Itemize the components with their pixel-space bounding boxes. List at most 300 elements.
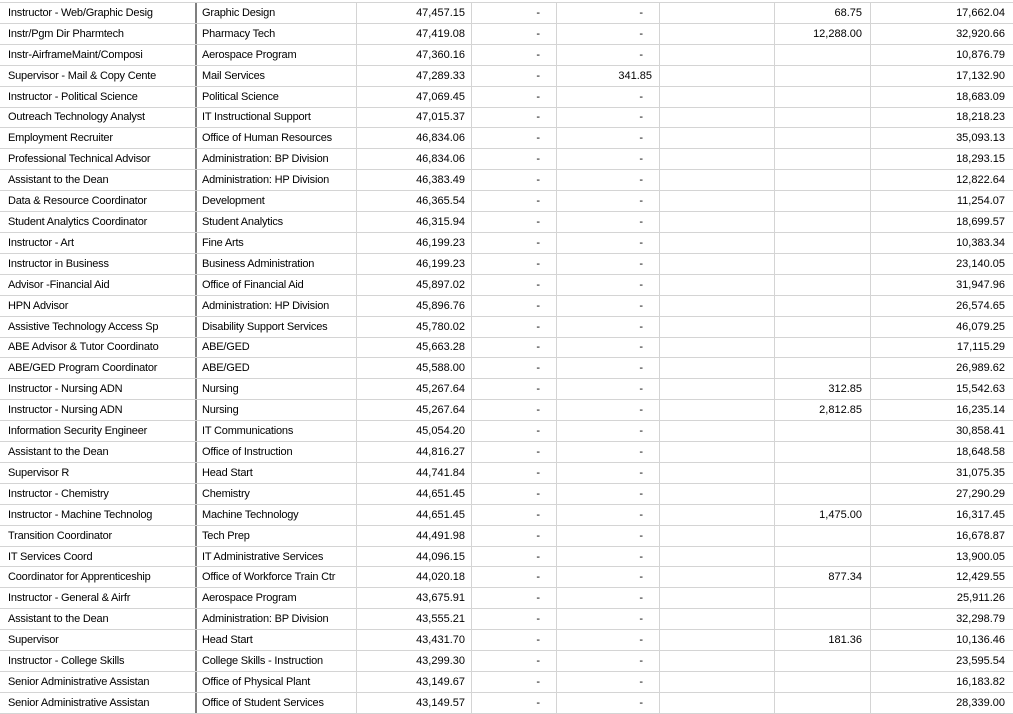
cell-department[interactable]: Student Analytics bbox=[197, 212, 357, 232]
table-row bbox=[0, 254, 1013, 275]
cell-department[interactable]: Tech Prep bbox=[197, 526, 357, 546]
cell-amount-5[interactable]: 35,093.13 bbox=[956, 132, 1005, 145]
cell-amount-1[interactable]: 44,741.84 bbox=[357, 463, 472, 483]
table-row bbox=[0, 275, 1013, 296]
table-row bbox=[0, 651, 1013, 672]
cell-amount-1[interactable]: 44,096.15 bbox=[357, 547, 472, 567]
cell-job-title[interactable]: Instructor - Chemistry bbox=[0, 484, 197, 504]
table-row bbox=[0, 108, 1013, 129]
table-row bbox=[0, 421, 1013, 442]
cell-blank[interactable] bbox=[660, 567, 775, 587]
cell-amount-2[interactable]: - bbox=[472, 24, 557, 44]
cell-amount-5[interactable]: 23,140.05 bbox=[956, 257, 1005, 270]
cell-amount-4[interactable]: 68.75 bbox=[775, 3, 871, 23]
cell-blank[interactable] bbox=[660, 463, 775, 483]
cell-amount-3[interactable]: - bbox=[557, 358, 660, 378]
cell-blank[interactable] bbox=[660, 317, 775, 337]
cell-amount-3[interactable]: - bbox=[557, 87, 660, 107]
cell-department[interactable]: IT Communications bbox=[197, 421, 357, 441]
cell-amount-2[interactable]: - bbox=[472, 108, 557, 128]
cell-amount-3[interactable]: - bbox=[557, 567, 660, 587]
cell-amount-4[interactable]: 1,475.00 bbox=[775, 505, 871, 525]
cell-amount-3[interactable]: - bbox=[557, 254, 660, 274]
cell-amount-1[interactable]: 44,020.18 bbox=[357, 567, 472, 587]
cell-amount-1[interactable]: 45,054.20 bbox=[357, 421, 472, 441]
cell-department[interactable]: ABE/GED bbox=[197, 358, 357, 378]
cell-amount-2[interactable]: - bbox=[472, 338, 557, 358]
cell-amount-5[interactable]: 32,920.66 bbox=[956, 27, 1005, 40]
cell-amount-5[interactable]: 18,683.09 bbox=[956, 90, 1005, 103]
table-row bbox=[0, 442, 1013, 463]
cell-amount-3[interactable]: - bbox=[557, 547, 660, 567]
cell-blank[interactable] bbox=[660, 66, 775, 86]
cell-blank[interactable] bbox=[660, 630, 775, 650]
cell-job-title[interactable]: IT Services Coord bbox=[0, 547, 197, 567]
cell-amount-5[interactable]: 27,290.29 bbox=[956, 487, 1005, 500]
cell-amount-2[interactable]: - bbox=[472, 484, 557, 504]
cell-amount-5[interactable]: 12,429.55 bbox=[956, 571, 1005, 584]
cell-department[interactable]: Administration: HP Division bbox=[197, 170, 357, 190]
cell-amount-5[interactable]: 13,900.05 bbox=[956, 550, 1005, 563]
cell-amount-4[interactable] bbox=[775, 212, 871, 232]
cell-job-title[interactable]: Assistant to the Dean bbox=[0, 442, 197, 462]
cell-department[interactable]: Office of Instruction bbox=[197, 442, 357, 462]
cell-department[interactable]: Chemistry bbox=[197, 484, 357, 504]
cell-amount-5[interactable]: 10,383.34 bbox=[956, 236, 1005, 249]
cell-blank[interactable] bbox=[660, 400, 775, 420]
cell-amount-5[interactable]: 23,595.54 bbox=[956, 655, 1005, 668]
cell-amount-1[interactable]: 45,897.02 bbox=[357, 275, 472, 295]
cell-department[interactable]: Office of Student Services bbox=[197, 693, 357, 713]
cell-amount-3[interactable]: - bbox=[557, 672, 660, 692]
cell-amount-2[interactable]: - bbox=[472, 87, 557, 107]
cell-amount-3[interactable]: - bbox=[557, 233, 660, 253]
cell-job-title[interactable]: Assistant to the Dean bbox=[0, 609, 197, 629]
cell-department[interactable]: Head Start bbox=[197, 630, 357, 650]
cell-amount-5[interactable]: 18,699.57 bbox=[956, 216, 1005, 229]
cell-amount-2[interactable]: - bbox=[472, 567, 557, 587]
cell-amount-4[interactable] bbox=[775, 191, 871, 211]
cell-blank[interactable] bbox=[660, 24, 775, 44]
table-row bbox=[0, 45, 1013, 66]
cell-job-title[interactable]: Senior Administrative Assistan bbox=[0, 672, 197, 692]
cell-department[interactable]: ABE/GED bbox=[197, 338, 357, 358]
cell-blank[interactable] bbox=[660, 358, 775, 378]
cell-amount-1[interactable]: 46,199.23 bbox=[357, 254, 472, 274]
cell-job-title[interactable]: Professional Technical Advisor bbox=[0, 149, 197, 169]
cell-amount-5[interactable]: 16,235.14 bbox=[956, 404, 1005, 417]
cell-amount-2[interactable]: - bbox=[472, 296, 557, 316]
cell-amount-1[interactable]: 47,015.37 bbox=[357, 108, 472, 128]
cell-amount-5[interactable]: 16,317.45 bbox=[956, 508, 1005, 521]
cell-blank[interactable] bbox=[660, 275, 775, 295]
cell-amount-1[interactable]: 43,431.70 bbox=[357, 630, 472, 650]
cell-amount-3[interactable]: - bbox=[557, 442, 660, 462]
cell-amount-3[interactable]: - bbox=[557, 421, 660, 441]
cell-department[interactable]: Administration: BP Division bbox=[197, 609, 357, 629]
cell-amount-2[interactable]: - bbox=[472, 526, 557, 546]
cell-blank[interactable] bbox=[660, 672, 775, 692]
cell-department[interactable]: Development bbox=[197, 191, 357, 211]
cell-department[interactable]: Aerospace Program bbox=[197, 45, 357, 65]
cell-department[interactable]: IT Administrative Services bbox=[197, 547, 357, 567]
cell-job-title[interactable]: ABE/GED Program Coordinator bbox=[0, 358, 197, 378]
cell-amount-3[interactable]: - bbox=[557, 379, 660, 399]
cell-amount-3[interactable]: - bbox=[557, 338, 660, 358]
cell-amount-2[interactable]: - bbox=[472, 672, 557, 692]
cell-amount-4[interactable]: 181.36 bbox=[775, 630, 871, 650]
cell-blank[interactable] bbox=[660, 233, 775, 253]
cell-amount-2[interactable]: - bbox=[472, 3, 557, 23]
cell-amount-1[interactable]: 43,149.57 bbox=[357, 693, 472, 713]
cell-amount-4[interactable] bbox=[775, 87, 871, 107]
cell-job-title[interactable]: ABE Advisor & Tutor Coordinato bbox=[0, 338, 197, 358]
cell-amount-5[interactable]: 16,678.87 bbox=[956, 529, 1005, 542]
cell-amount-2[interactable]: - bbox=[472, 233, 557, 253]
cell-amount-3[interactable]: - bbox=[557, 212, 660, 232]
cell-amount-5[interactable]: 31,075.35 bbox=[956, 466, 1005, 479]
cell-job-title[interactable]: Instructor - Nursing ADN bbox=[0, 379, 197, 399]
cell-department[interactable]: Fine Arts bbox=[197, 233, 357, 253]
cell-amount-5[interactable]: 28,339.00 bbox=[956, 696, 1005, 709]
table-row bbox=[0, 66, 1013, 87]
cell-blank[interactable] bbox=[660, 212, 775, 232]
cell-job-title[interactable]: Instructor - General & Airfr bbox=[0, 588, 197, 608]
cell-department[interactable]: IT Instructional Support bbox=[197, 108, 357, 128]
table-row bbox=[0, 338, 1013, 359]
cell-job-title[interactable]: Transition Coordinator bbox=[0, 526, 197, 546]
cell-amount-4[interactable] bbox=[775, 66, 871, 86]
table-row bbox=[0, 526, 1013, 547]
cell-department[interactable]: Business Administration bbox=[197, 254, 357, 274]
cell-amount-3[interactable]: - bbox=[557, 296, 660, 316]
cell-job-title[interactable]: Assistive Technology Access Sp bbox=[0, 317, 197, 337]
cell-job-title[interactable]: HPN Advisor bbox=[0, 296, 197, 316]
cell-department[interactable]: Administration: HP Division bbox=[197, 296, 357, 316]
cell-department[interactable]: Political Science bbox=[197, 87, 357, 107]
cell-amount-4[interactable] bbox=[775, 296, 871, 316]
cell-amount-4[interactable] bbox=[775, 149, 871, 169]
cell-amount-4[interactable] bbox=[775, 254, 871, 274]
table-row bbox=[0, 3, 1013, 24]
cell-amount-2[interactable]: - bbox=[472, 547, 557, 567]
cell-blank[interactable] bbox=[660, 588, 775, 608]
cell-amount-1[interactable]: 46,365.54 bbox=[357, 191, 472, 211]
cell-blank[interactable] bbox=[660, 526, 775, 546]
cell-amount-1[interactable]: 44,816.27 bbox=[357, 442, 472, 462]
cell-amount-4[interactable] bbox=[775, 526, 871, 546]
cell-amount-3[interactable]: - bbox=[557, 3, 660, 23]
table-row bbox=[0, 24, 1013, 45]
cell-amount-1[interactable]: 44,651.45 bbox=[357, 505, 472, 525]
cell-department[interactable]: Nursing bbox=[197, 379, 357, 399]
cell-amount-2[interactable]: - bbox=[472, 149, 557, 169]
cell-amount-1[interactable]: 45,896.76 bbox=[357, 296, 472, 316]
cell-job-title[interactable]: Instructor in Business bbox=[0, 254, 197, 274]
cell-amount-1[interactable]: 46,834.06 bbox=[357, 149, 472, 169]
cell-amount-4[interactable] bbox=[775, 317, 871, 337]
cell-job-title[interactable]: Senior Administrative Assistan bbox=[0, 693, 197, 713]
cell-amount-4[interactable] bbox=[775, 484, 871, 504]
cell-amount-1[interactable]: 47,289.33 bbox=[357, 66, 472, 86]
cell-job-title[interactable]: Coordinator for Apprenticeship bbox=[0, 567, 197, 587]
cell-amount-1[interactable]: 45,663.28 bbox=[357, 338, 472, 358]
cell-blank[interactable] bbox=[660, 191, 775, 211]
cell-blank[interactable] bbox=[660, 547, 775, 567]
cell-blank[interactable] bbox=[660, 296, 775, 316]
cell-blank[interactable] bbox=[660, 254, 775, 274]
cell-department[interactable]: Office of Workforce Train Ctr bbox=[197, 567, 357, 587]
cell-amount-2[interactable]: - bbox=[472, 66, 557, 86]
cell-amount-1[interactable]: 45,780.02 bbox=[357, 317, 472, 337]
cell-amount-1[interactable]: 43,555.21 bbox=[357, 609, 472, 629]
table-row bbox=[0, 128, 1013, 149]
cell-amount-2[interactable]: - bbox=[472, 128, 557, 148]
cell-amount-4[interactable] bbox=[775, 128, 871, 148]
cell-amount-3[interactable]: - bbox=[557, 630, 660, 650]
cell-amount-3[interactable]: - bbox=[557, 275, 660, 295]
cell-amount-4[interactable] bbox=[775, 338, 871, 358]
cell-amount-3[interactable]: - bbox=[557, 149, 660, 169]
cell-amount-5[interactable]: 11,254.07 bbox=[956, 195, 1005, 208]
table-row bbox=[0, 379, 1013, 400]
cell-amount-1[interactable]: 45,267.64 bbox=[357, 400, 472, 420]
cell-amount-1[interactable]: 47,457.15 bbox=[357, 3, 472, 23]
cell-department[interactable]: Head Start bbox=[197, 463, 357, 483]
cell-blank[interactable] bbox=[660, 170, 775, 190]
cell-amount-1[interactable]: 46,199.23 bbox=[357, 233, 472, 253]
cell-amount-2[interactable]: - bbox=[472, 45, 557, 65]
cell-amount-3[interactable]: - bbox=[557, 191, 660, 211]
cell-amount-2[interactable]: - bbox=[472, 609, 557, 629]
cell-blank[interactable] bbox=[660, 45, 775, 65]
cell-amount-2[interactable]: - bbox=[472, 254, 557, 274]
table-row bbox=[0, 630, 1013, 651]
cell-amount-2[interactable]: - bbox=[472, 421, 557, 441]
cell-job-title[interactable]: Instructor - College Skills bbox=[0, 651, 197, 671]
cell-amount-3[interactable]: - bbox=[557, 505, 660, 525]
cell-amount-1[interactable]: 43,299.30 bbox=[357, 651, 472, 671]
cell-amount-4[interactable] bbox=[775, 442, 871, 462]
cell-blank[interactable] bbox=[660, 379, 775, 399]
table-row bbox=[0, 567, 1013, 588]
cell-amount-3[interactable]: - bbox=[557, 128, 660, 148]
cell-amount-5[interactable]: 26,574.65 bbox=[956, 299, 1005, 312]
cell-department[interactable]: Graphic Design bbox=[197, 3, 357, 23]
cell-department[interactable]: Office of Financial Aid bbox=[197, 275, 357, 295]
cell-amount-3[interactable]: - bbox=[557, 24, 660, 44]
cell-amount-4[interactable] bbox=[775, 588, 871, 608]
cell-job-title[interactable]: Supervisor R bbox=[0, 463, 197, 483]
cell-job-title[interactable]: Instructor - Nursing ADN bbox=[0, 400, 197, 420]
cell-blank[interactable] bbox=[660, 505, 775, 525]
cell-job-title[interactable]: Supervisor bbox=[0, 630, 197, 650]
cell-amount-4[interactable]: 877.34 bbox=[775, 567, 871, 587]
cell-amount-2[interactable]: - bbox=[472, 651, 557, 671]
cell-blank[interactable] bbox=[660, 609, 775, 629]
cell-amount-1[interactable]: 46,834.06 bbox=[357, 128, 472, 148]
cell-job-title[interactable]: Supervisor - Mail & Copy Cente bbox=[0, 66, 197, 86]
cell-amount-2[interactable]: - bbox=[472, 400, 557, 420]
cell-job-title[interactable]: Instr/Pgm Dir Pharmtech bbox=[0, 24, 197, 44]
cell-amount-3[interactable]: 341.85 bbox=[557, 66, 660, 86]
cell-amount-2[interactable]: - bbox=[472, 463, 557, 483]
cell-job-title[interactable]: Assistant to the Dean bbox=[0, 170, 197, 190]
cell-job-title[interactable]: Instructor - Political Science bbox=[0, 87, 197, 107]
cell-department[interactable]: College Skills - Instruction bbox=[197, 651, 357, 671]
cell-amount-5[interactable]: 31,947.96 bbox=[956, 278, 1005, 291]
cell-amount-5[interactable]: 30,858.41 bbox=[956, 425, 1005, 438]
cell-amount-5[interactable]: 10,876.79 bbox=[956, 48, 1005, 61]
cell-amount-2[interactable]: - bbox=[472, 630, 557, 650]
cell-amount-3[interactable]: - bbox=[557, 108, 660, 128]
cell-amount-2[interactable]: - bbox=[472, 170, 557, 190]
cell-amount-4[interactable]: 2,812.85 bbox=[775, 400, 871, 420]
cell-blank[interactable] bbox=[660, 693, 775, 713]
cell-amount-1[interactable]: 47,360.16 bbox=[357, 45, 472, 65]
cell-amount-4[interactable] bbox=[775, 275, 871, 295]
cell-amount-4[interactable] bbox=[775, 421, 871, 441]
cell-amount-3[interactable]: - bbox=[557, 651, 660, 671]
cell-amount-1[interactable]: 44,491.98 bbox=[357, 526, 472, 546]
cell-amount-3[interactable]: - bbox=[557, 609, 660, 629]
table-row bbox=[0, 463, 1013, 484]
cell-amount-4[interactable] bbox=[775, 693, 871, 713]
cell-amount-4[interactable] bbox=[775, 170, 871, 190]
cell-amount-2[interactable]: - bbox=[472, 191, 557, 211]
table-row bbox=[0, 547, 1013, 568]
cell-amount-3[interactable]: - bbox=[557, 400, 660, 420]
cell-job-title[interactable]: Instructor - Art bbox=[0, 233, 197, 253]
cell-amount-4[interactable] bbox=[775, 651, 871, 671]
cell-amount-3[interactable]: - bbox=[557, 317, 660, 337]
cell-job-title[interactable]: Information Security Engineer bbox=[0, 421, 197, 441]
cell-amount-4[interactable] bbox=[775, 672, 871, 692]
cell-blank[interactable] bbox=[660, 3, 775, 23]
cell-amount-2[interactable]: - bbox=[472, 505, 557, 525]
cell-amount-1[interactable]: 45,588.00 bbox=[357, 358, 472, 378]
cell-department[interactable]: Pharmacy Tech bbox=[197, 24, 357, 44]
cell-amount-4[interactable]: 12,288.00 bbox=[775, 24, 871, 44]
cell-department[interactable]: Nursing bbox=[197, 400, 357, 420]
cell-amount-3[interactable]: - bbox=[557, 693, 660, 713]
cell-amount-5[interactable]: 25,911.26 bbox=[956, 592, 1005, 605]
cell-blank[interactable] bbox=[660, 87, 775, 107]
cell-amount-1[interactable]: 47,419.08 bbox=[357, 24, 472, 44]
cell-amount-2[interactable]: - bbox=[472, 588, 557, 608]
cell-amount-5[interactable]: 18,648.58 bbox=[956, 445, 1005, 458]
cell-department[interactable]: Mail Services bbox=[197, 66, 357, 86]
cell-job-title[interactable]: Outreach Technology Analyst bbox=[0, 108, 197, 128]
cell-job-title[interactable]: Data & Resource Coordinator bbox=[0, 191, 197, 211]
table-row bbox=[0, 191, 1013, 212]
cell-blank[interactable] bbox=[660, 108, 775, 128]
cell-amount-5[interactable]: 17,132.90 bbox=[956, 69, 1005, 82]
table-row bbox=[0, 588, 1013, 609]
cell-amount-1[interactable]: 46,315.94 bbox=[357, 212, 472, 232]
cell-amount-5[interactable]: 10,136.46 bbox=[956, 634, 1005, 647]
cell-amount-1[interactable]: 43,149.67 bbox=[357, 672, 472, 692]
cell-amount-4[interactable] bbox=[775, 463, 871, 483]
cell-blank[interactable] bbox=[660, 338, 775, 358]
cell-department[interactable]: Office of Human Resources bbox=[197, 128, 357, 148]
cell-job-title[interactable]: Student Analytics Coordinator bbox=[0, 212, 197, 232]
cell-amount-5[interactable]: 17,115.29 bbox=[956, 341, 1005, 354]
cell-job-title[interactable]: Employment Recruiter bbox=[0, 128, 197, 148]
cell-department[interactable]: Disability Support Services bbox=[197, 317, 357, 337]
cell-amount-5[interactable]: 46,079.25 bbox=[956, 320, 1005, 333]
cell-amount-2[interactable]: - bbox=[472, 379, 557, 399]
cell-job-title[interactable]: Instr-AirframeMaint/Composi bbox=[0, 45, 197, 65]
cell-amount-1[interactable]: 46,383.49 bbox=[357, 170, 472, 190]
table-row bbox=[0, 212, 1013, 233]
cell-amount-3[interactable]: - bbox=[557, 45, 660, 65]
cell-blank[interactable] bbox=[660, 651, 775, 671]
cell-amount-2[interactable]: - bbox=[472, 317, 557, 337]
cell-amount-1[interactable]: 47,069.45 bbox=[357, 87, 472, 107]
cell-amount-1[interactable]: 43,675.91 bbox=[357, 588, 472, 608]
cell-amount-4[interactable] bbox=[775, 547, 871, 567]
table-row bbox=[0, 672, 1013, 693]
cell-amount-4[interactable] bbox=[775, 358, 871, 378]
cell-amount-5[interactable]: 12,822.64 bbox=[956, 174, 1005, 187]
cell-blank[interactable] bbox=[660, 421, 775, 441]
cell-amount-3[interactable]: - bbox=[557, 170, 660, 190]
cell-amount-4[interactable]: 312.85 bbox=[775, 379, 871, 399]
table-row bbox=[0, 149, 1013, 170]
cell-amount-2[interactable]: - bbox=[472, 212, 557, 232]
table-row bbox=[0, 170, 1013, 191]
cell-amount-5[interactable]: 32,298.79 bbox=[956, 613, 1005, 626]
cell-amount-2[interactable]: - bbox=[472, 693, 557, 713]
table-row bbox=[0, 296, 1013, 317]
cell-amount-4[interactable] bbox=[775, 233, 871, 253]
cell-department[interactable]: Machine Technology bbox=[197, 505, 357, 525]
cell-amount-2[interactable]: - bbox=[472, 442, 557, 462]
cell-amount-3[interactable]: - bbox=[557, 484, 660, 504]
cell-amount-4[interactable] bbox=[775, 108, 871, 128]
cell-blank[interactable] bbox=[660, 484, 775, 504]
cell-amount-3[interactable]: - bbox=[557, 463, 660, 483]
cell-amount-5[interactable]: 16,183.82 bbox=[956, 675, 1005, 688]
cell-amount-4[interactable] bbox=[775, 609, 871, 629]
cell-blank[interactable] bbox=[660, 128, 775, 148]
cell-amount-5[interactable]: 15,542.63 bbox=[956, 383, 1005, 396]
table-row bbox=[0, 358, 1013, 379]
cell-amount-1[interactable]: 44,651.45 bbox=[357, 484, 472, 504]
cell-amount-3[interactable]: - bbox=[557, 588, 660, 608]
cell-amount-3[interactable]: - bbox=[557, 526, 660, 546]
cell-amount-2[interactable]: - bbox=[472, 275, 557, 295]
cell-amount-1[interactable]: 45,267.64 bbox=[357, 379, 472, 399]
table-row bbox=[0, 505, 1013, 526]
cell-blank[interactable] bbox=[660, 442, 775, 462]
cell-amount-5[interactable]: 18,218.23 bbox=[956, 111, 1005, 124]
table-row bbox=[0, 609, 1013, 630]
cell-amount-5[interactable]: 18,293.15 bbox=[956, 153, 1005, 166]
cell-job-title[interactable]: Instructor - Web/Graphic Desig bbox=[0, 3, 197, 23]
cell-job-title[interactable]: Advisor -Financial Aid bbox=[0, 275, 197, 295]
cell-department[interactable]: Administration: BP Division bbox=[197, 149, 357, 169]
cell-amount-2[interactable]: - bbox=[472, 358, 557, 378]
cell-amount-5[interactable]: 26,989.62 bbox=[956, 362, 1005, 375]
cell-job-title[interactable]: Instructor - Machine Technolog bbox=[0, 505, 197, 525]
cell-amount-4[interactable] bbox=[775, 45, 871, 65]
cell-blank[interactable] bbox=[660, 149, 775, 169]
cell-department[interactable]: Office of Physical Plant bbox=[197, 672, 357, 692]
cell-department[interactable]: Aerospace Program bbox=[197, 588, 357, 608]
cell-amount-5[interactable]: 17,662.04 bbox=[956, 6, 1005, 19]
